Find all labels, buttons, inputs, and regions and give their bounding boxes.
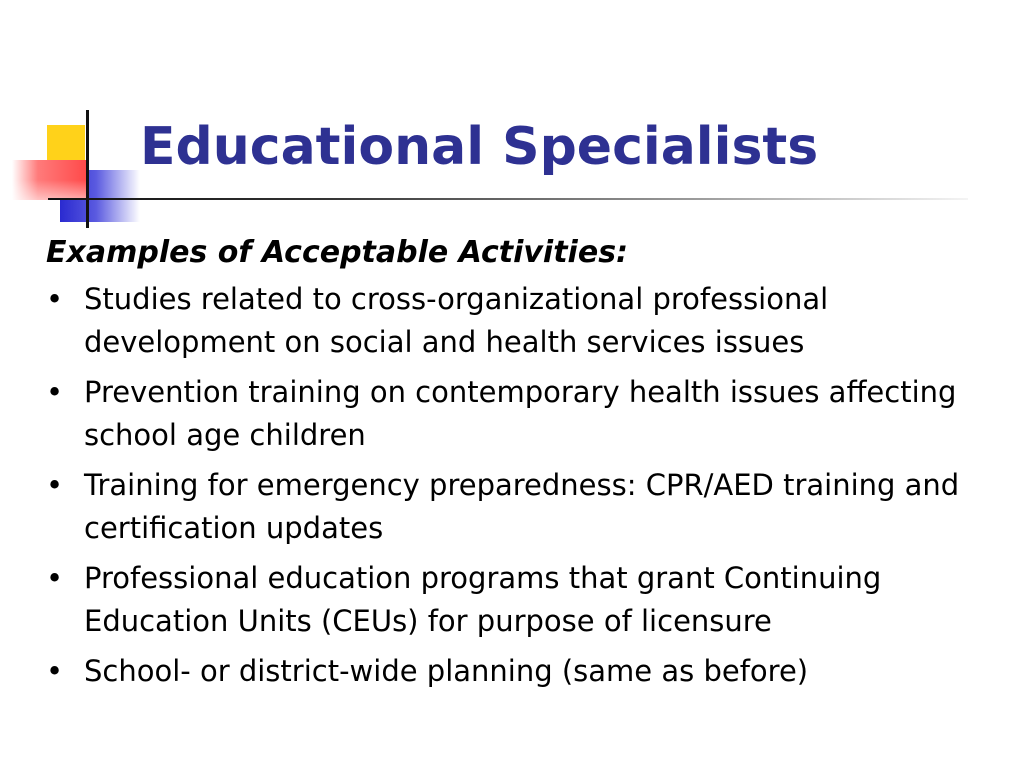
red-square-fade-decoration [12,160,86,200]
bullet-icon: • [46,282,64,316]
bullet-item [46,650,986,693]
bullet-item [46,278,986,364]
corner-decoration [0,0,160,240]
bullet-text: Studies related to cross-organizational professional development on social and health services issues [84,282,829,359]
bullet-icon: • [46,468,64,502]
vertical-rule-decoration [86,110,89,228]
bullet-icon: • [46,561,64,595]
bullet-icon: • [46,654,64,688]
subheading: Examples of Acceptable Activities: [46,235,629,270]
bullet-text: Training for emergency preparedness: CPR/AED training and certification updates [84,468,960,545]
bullet-text: Professional education programs that grant Continuing Education Units (CEUs) for purpose of licensure [84,561,882,638]
slide-title: Educational Specialists [140,117,819,177]
bullet-list [46,278,986,693]
title-underline-rule [48,198,968,200]
bullet-item [46,557,986,643]
bullet-item [46,464,986,550]
bullet-icon: • [46,375,64,409]
bullet-item [46,371,986,457]
bullet-text: School- or district-wide planning (same as before) [84,654,809,688]
slide-body [46,232,986,700]
bullet-text: Prevention training on contemporary health issues affecting school age children [84,375,957,452]
